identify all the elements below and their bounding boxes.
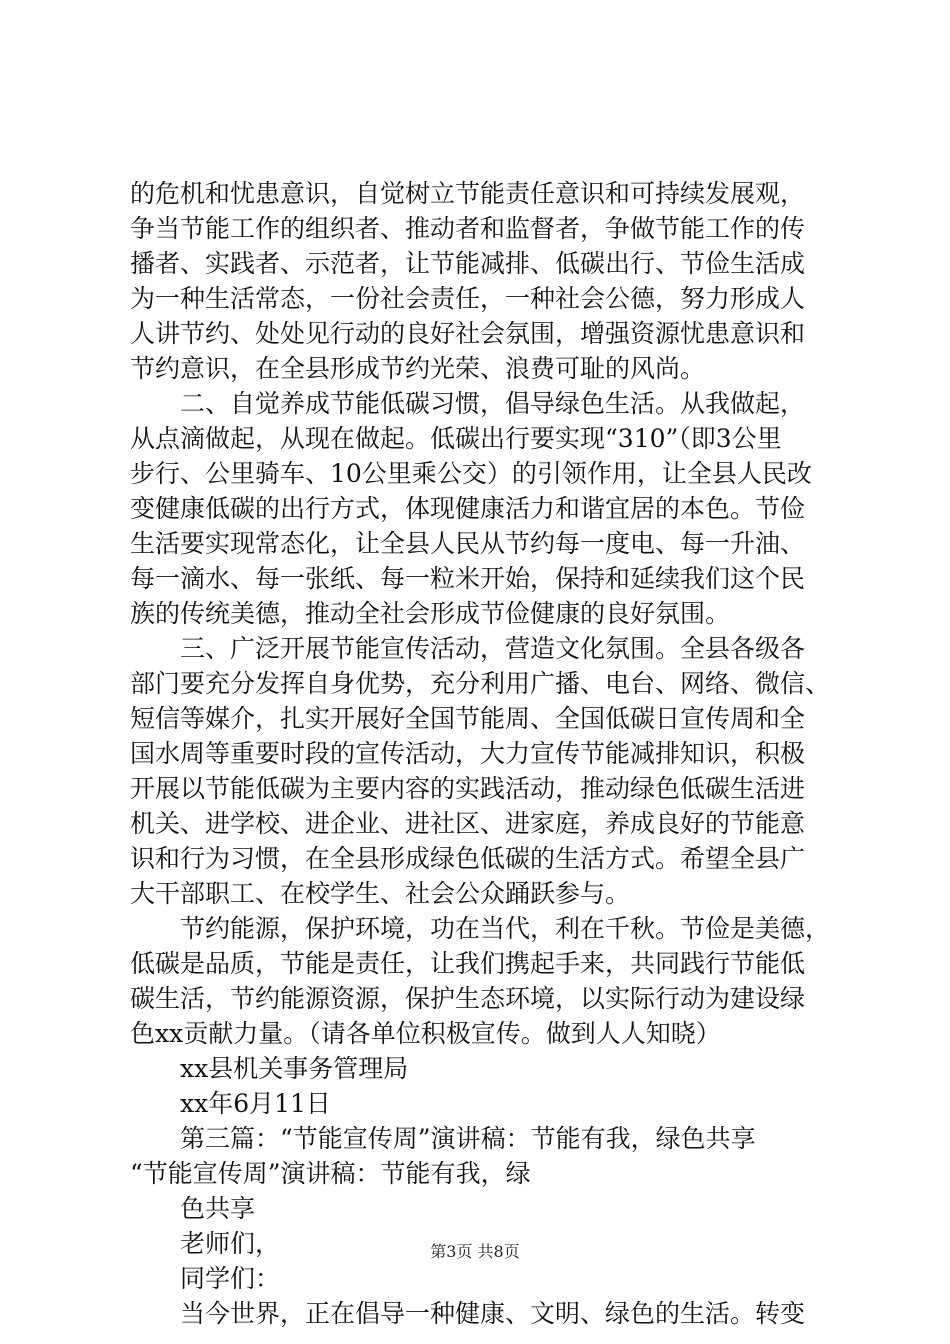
body-line: 争当节能工作的组织者、推动者和监督者，争做节能工作的传 bbox=[130, 214, 806, 243]
body-line: 机关、进学校、进企业、进社区、进家庭，养成良好的节能意 bbox=[130, 809, 806, 838]
body-line: 节约意识，在全县形成节约光荣、浪费可耻的风尚。 bbox=[130, 354, 706, 383]
body-line: 变健康低碳的出行方式，体现健康活力和谐宜居的本色。节俭 bbox=[130, 494, 806, 523]
speech-title-line: “节能宣传周”演讲稿：节能有我，绿 bbox=[130, 1159, 531, 1188]
signature-org: xx县机关事务管理局 bbox=[180, 1054, 409, 1083]
signature-date: xx年6月11日 bbox=[180, 1089, 331, 1118]
body-line: 为一种生活常态，一份社会责任，一种社会公德，努力形成人 bbox=[130, 284, 806, 313]
body-line: 识和行为习惯，在全县形成绿色低碳的生活方式。希望全县广 bbox=[130, 844, 806, 873]
body-line: 每一滴水、每一张纸、每一粒米开始，保持和延续我们这个民 bbox=[130, 564, 806, 593]
body-line: 步行、公里骑车、10公里乘公交）的引领作用，让全县人民改 bbox=[130, 459, 812, 488]
body-line: 色xx贡献力量。（请各单位积极宣传。做到人人知晓） bbox=[130, 1019, 721, 1048]
body-line: 的危机和忧患意识，自觉树立节能责任意识和可持续发展观， bbox=[130, 179, 806, 208]
body-line: 节约能源，保护环境，功在当代，利在千秋。节俭是美德， bbox=[180, 914, 831, 943]
greeting-line: 同学们： bbox=[180, 1264, 281, 1293]
body-line: 国水周等重要时段的宣传活动，大力宣传节能减排知识，积极 bbox=[130, 739, 806, 768]
section-heading-line: 二、自觉养成节能低碳习惯，倡导绿色生活。从我做起， bbox=[180, 389, 806, 418]
body-line: 大干部职工、在校学生、社会公众踊跃参与。 bbox=[130, 879, 631, 908]
body-line: 播者、实践者、示范者，让节能减排、低碳出行、节俭生活成 bbox=[130, 249, 806, 278]
body-line: 碳生活，节约能源资源，保护生态环境，以实际行动为建设绿 bbox=[130, 984, 806, 1013]
body-line: 人讲节约、处处见行动的良好社会氛围，增强资源忧患意识和 bbox=[130, 319, 806, 348]
speech-title-line: 色共享 bbox=[180, 1194, 256, 1223]
body-line: 低碳是品质，节能是责任，让我们携起手来，共同践行节能低 bbox=[130, 949, 806, 978]
body-line: 当今世界，正在倡导一种健康、文明、绿色的生活。转变 bbox=[180, 1299, 806, 1328]
body-line: 生活要实现常态化，让全县人民从节约每一度电、每一升油、 bbox=[130, 529, 806, 558]
greeting-line: 老师们， bbox=[180, 1229, 281, 1258]
section-heading-line: 三、广泛开展节能宣传活动，营造文化氛围。全县各级各 bbox=[180, 634, 806, 663]
chapter-title: 第三篇：“节能宣传周”演讲稿：节能有我，绿色共享 bbox=[180, 1124, 756, 1153]
body-line: 开展以节能低碳为主要内容的实践活动，推动绿色低碳生活进 bbox=[130, 774, 806, 803]
body-line: 族的传统美德，推动全社会形成节俭健康的良好氛围。 bbox=[130, 599, 731, 628]
page-number-footer: 第3页 共8页 bbox=[430, 1242, 520, 1261]
body-line: 部门要充分发挥自身优势，充分利用广播、电台、网络、微信、 bbox=[130, 669, 831, 698]
body-line: 短信等媒介，扎实开展好全国节能周、全国低碳日宣传周和全 bbox=[130, 704, 806, 733]
body-line: 从点滴做起，从现在做起。低碳出行要实现“310”（即3公里 bbox=[130, 424, 782, 453]
